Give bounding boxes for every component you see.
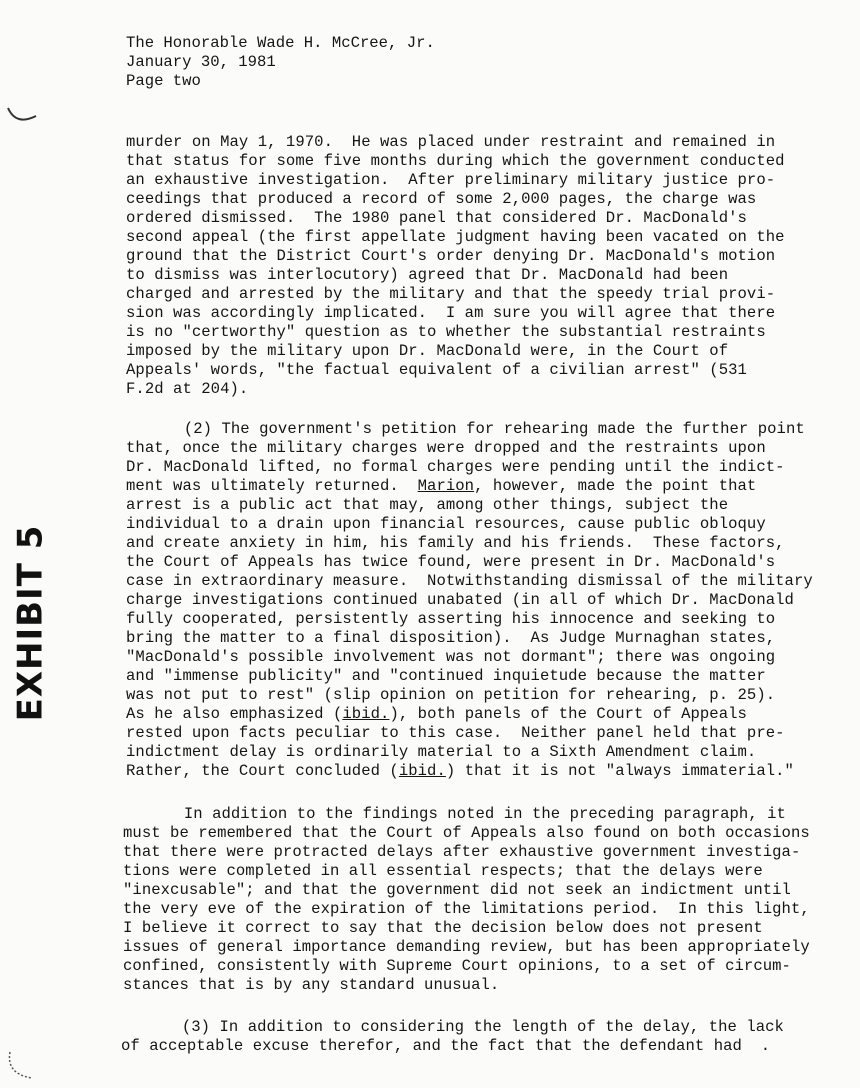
text-line: "inexcusable"; and that the government did not seek an indictment until [123, 881, 791, 899]
text-line: that status for some five months during which the government conducted [126, 152, 785, 170]
text-line: charge investigations continued unabated (in all of which Dr. MacDonald [126, 591, 794, 609]
text-line: is no "certworthy" question as to whether the substantial restraints [126, 323, 766, 341]
text-line: murder on May 1, 1970. He was placed under restraint and remained in [126, 133, 776, 151]
text-line: ceedings that produced a record of some 2,000 pages, the charge was [126, 190, 757, 208]
margin-curve-mark-bottom [2, 1048, 42, 1084]
text-line: issues of general importance demanding review, but has been appropriately [123, 938, 810, 956]
text-line: sion was accordingly implicated. I am sure you will agree that there [126, 304, 776, 322]
page-line: Page two [126, 72, 201, 90]
exhibit-stamp [2, 524, 58, 722]
text-line [126, 705, 747, 724]
text-line: bring the matter to a final disposition). As Judge Murnaghan states, [126, 629, 776, 647]
ibid-citation: ibid. [398, 762, 446, 780]
text-line: individual to a drain upon financial resources, cause public obloquy [126, 515, 766, 533]
text-line: must be remembered that the Court of Appeals also found on both occasions [123, 824, 810, 842]
text-line: tions were completed in all essential respects; that the delays were [123, 862, 763, 880]
text-segment: ) that it is not "always immaterial." [445, 762, 794, 780]
text-line: of acceptable excuse therefor, and the fact that the defendant had . [121, 1037, 771, 1055]
text-line [126, 762, 794, 781]
text-segment: , however, made the point that [474, 477, 757, 495]
text-segment: Rather, the Court concluded ( [126, 762, 399, 780]
text-line: confined, consistently with Supreme Court opinions, to a set of circum- [123, 957, 791, 975]
text-line: was not put to rest" (slip opinion on petition for rehearing, p. 25). [126, 686, 776, 704]
text-line: the very eve of the expiration of the limitations period. In this light, [123, 900, 810, 918]
text-line: F.2d at 204). [126, 380, 249, 398]
text-segment: As he also emphasized ( [126, 705, 343, 723]
text-line: to dismiss was interlocutory) agreed that Dr. MacDonald had been [126, 266, 729, 284]
text-line: that there were protracted delays after exhaustive government investiga- [123, 843, 801, 861]
text-segment: ment was ultimately returned. [126, 477, 418, 495]
text-line: arrest is a public act that may, among other things, subject the [126, 496, 729, 514]
text-line: ground that the District Court's order denying Dr. MacDonald's motion [126, 247, 776, 265]
text-line: stances that is by any standard unusual. [123, 976, 500, 994]
text-line: charged and arrested by the military and that the speedy trial provi- [126, 285, 776, 303]
text-line [126, 477, 756, 496]
text-line: (2) The government's petition for rehearing made the further point [118, 420, 805, 438]
text-line: the Court of Appeals has twice found, were present in Dr. MacDonald's [126, 553, 776, 571]
ibid-citation: ibid. [342, 705, 390, 723]
text-line: fully cooperated, persistently asserting his innocence and seeking to [126, 610, 776, 628]
text-line: Dr. MacDonald lifted, no formal charges were pending until the indict- [126, 458, 785, 476]
text-line: case in extraordinary measure. Notwithstanding dismissal of the military [126, 572, 813, 590]
case-citation-marion: Marion [417, 477, 475, 495]
recipient-line: The Honorable Wade H. McCree, Jr. [126, 34, 435, 52]
text-line: Appeals' words, "the factual equivalent of a civilian arrest" (531 [126, 361, 747, 379]
text-line: and create anxiety in him, his family and his friends. These factors, [126, 534, 785, 552]
text-line: In addition to the findings noted in the preceding paragraph, it [118, 805, 786, 823]
text-line: indictment delay is ordinarily material to a Sixth Amendment claim. [126, 743, 757, 761]
text-line: ordered dismissed. The 1980 panel that considered Dr. MacDonald's [126, 209, 747, 227]
text-segment: ), both panels of the Court of Appeals [389, 705, 747, 723]
exhibit-label: EXHIBIT 5 [10, 524, 51, 722]
text-line: second appeal (the first appellate judgment having been vacated on the [126, 228, 785, 246]
text-line: imposed by the military upon Dr. MacDonald were, in the Court of [126, 342, 729, 360]
text-line: an exhaustive investigation. After preliminary military justice pro- [126, 171, 776, 189]
margin-curve-mark-top [2, 100, 42, 130]
text-line: rested upon facts peculiar to this case. Neither panel held that pre- [126, 724, 785, 742]
text-line: and "immense publicity" and "continued inquietude because the matter [126, 667, 766, 685]
text-line: I believe it correct to say that the decision below does not present [123, 919, 763, 937]
text-line: "MacDonald's possible involvement was not dormant"; there was ongoing [126, 648, 776, 666]
text-line: (3) In addition to considering the length of the delay, the lack [116, 1018, 784, 1036]
text-line: that, once the military charges were dropped and the restraints upon [126, 439, 766, 457]
date-line: January 30, 1981 [126, 53, 276, 71]
